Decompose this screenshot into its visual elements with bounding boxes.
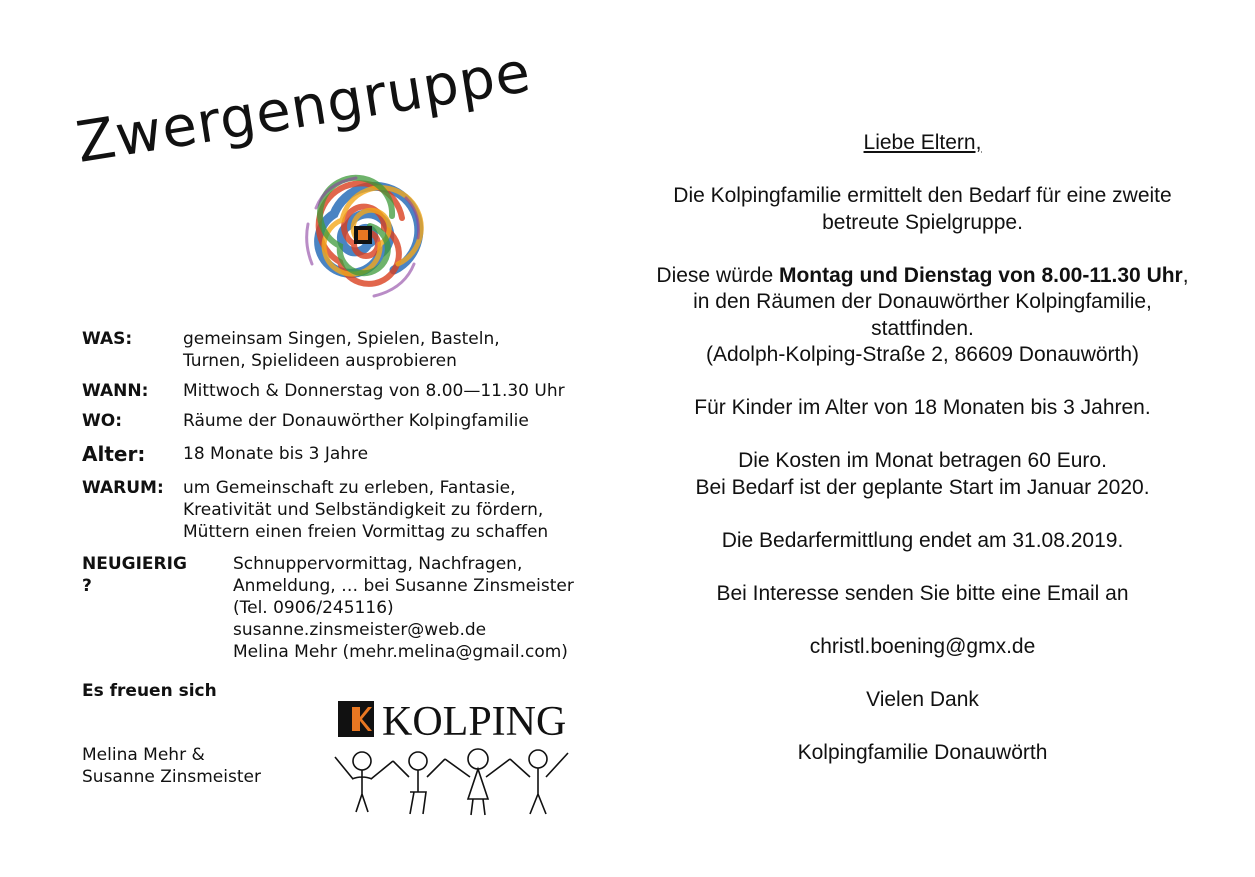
info-value-line: Räume der Donauwörther Kolpingfamilie — [183, 411, 529, 431]
paragraph-line: in den Räumen der Donauwörther Kolpingfamilie, — [693, 290, 1152, 313]
contact-email[interactable]: christl.boening@gmx.de — [809, 634, 1036, 658]
kolping-logo-icon — [330, 693, 580, 823]
info-value-line: Kreativität und Selbständigkeit zu fördern, — [183, 500, 544, 520]
spiral-logo-icon — [296, 168, 432, 304]
info-value-line: um Gemeinschaft zu erleben, Fantasie, — [183, 478, 516, 498]
age-line: Für Kinder im Alter von 18 Monaten bis 3 Jahren. — [694, 396, 1151, 419]
info-value-line: gemeinsam Singen, Spielen, Basteln, — [183, 329, 500, 349]
info-label-wann: WANN: — [82, 381, 149, 401]
closing-phrase: Es freuen sich — [82, 681, 217, 701]
start-line: Bei Bedarf ist der geplante Start im Januar 2020. — [695, 475, 1150, 499]
paragraph-line: stattfinden. — [871, 316, 974, 340]
schedule-line — [600, 263, 1245, 290]
schedule-bold: Montag und Dienstag von 8.00-11.30 Uhr — [778, 263, 1183, 287]
closing-line: Kolpingfamilie Donauwörth — [797, 740, 1048, 764]
signatures — [82, 744, 261, 788]
info-label-wo: WO: — [82, 411, 123, 431]
letter-body — [600, 130, 1245, 766]
info-label-was: WAS: — [82, 329, 133, 349]
title-text: Zwergengruppe — [72, 39, 536, 176]
signature-line: Susanne Zinsmeister — [82, 767, 261, 787]
deadline-line: Die Bedarfermittlung endet am 31.08.2019. — [721, 528, 1124, 552]
letter-greeting: Liebe Eltern, — [863, 131, 982, 154]
cost-line: Die Kosten im Monat betragen 60 Euro. — [738, 449, 1107, 472]
info-label-warum: WARUM: — [82, 478, 164, 498]
info-value-line: Schnuppervormittag, Nachfragen, — [233, 554, 523, 574]
children-chain-icon — [335, 749, 568, 815]
paragraph-line: Die Kolpingfamilie ermittelt den Bedarf für eine zweite — [673, 184, 1172, 207]
info-value-line: Anmeldung, … bei Susanne Zinsmeister — [233, 576, 574, 596]
info-label-alter: Alter: — [82, 442, 146, 466]
paragraph-line: betreute Spielgruppe. — [822, 210, 1023, 234]
phone-number: (Tel. 0906/245116) — [233, 598, 394, 618]
email-link[interactable]: susanne.zinsmeister@web.de — [233, 620, 487, 640]
address-line: (Adolph-Kolping-Straße 2, 86609 Donauwörth) — [705, 343, 1140, 366]
contact-line: Melina Mehr (mehr.melina@gmail.com) — [233, 642, 568, 662]
info-value-line: 18 Monate bis 3 Jahre — [183, 444, 369, 464]
thanks-line: Vielen Dank — [866, 687, 979, 711]
schedule-prefix: Diese würde — [656, 263, 779, 287]
schedule-suffix: , — [1182, 263, 1189, 287]
logo-text: KOLPING — [382, 699, 567, 745]
interest-line: Bei Interesse senden Sie bitte eine Email an — [716, 581, 1129, 605]
signature-line: Melina Mehr & — [82, 745, 205, 765]
info-value-line: Müttern einen freien Vormittag zu schaffen — [183, 522, 549, 542]
info-value-line: Turnen, Spielideen ausprobieren — [183, 351, 457, 371]
info-label-neugierig: NEUGIERIG ? — [82, 554, 187, 596]
info-value-line: Mittwoch & Donnerstag von 8.00—11.30 Uhr — [183, 381, 565, 401]
